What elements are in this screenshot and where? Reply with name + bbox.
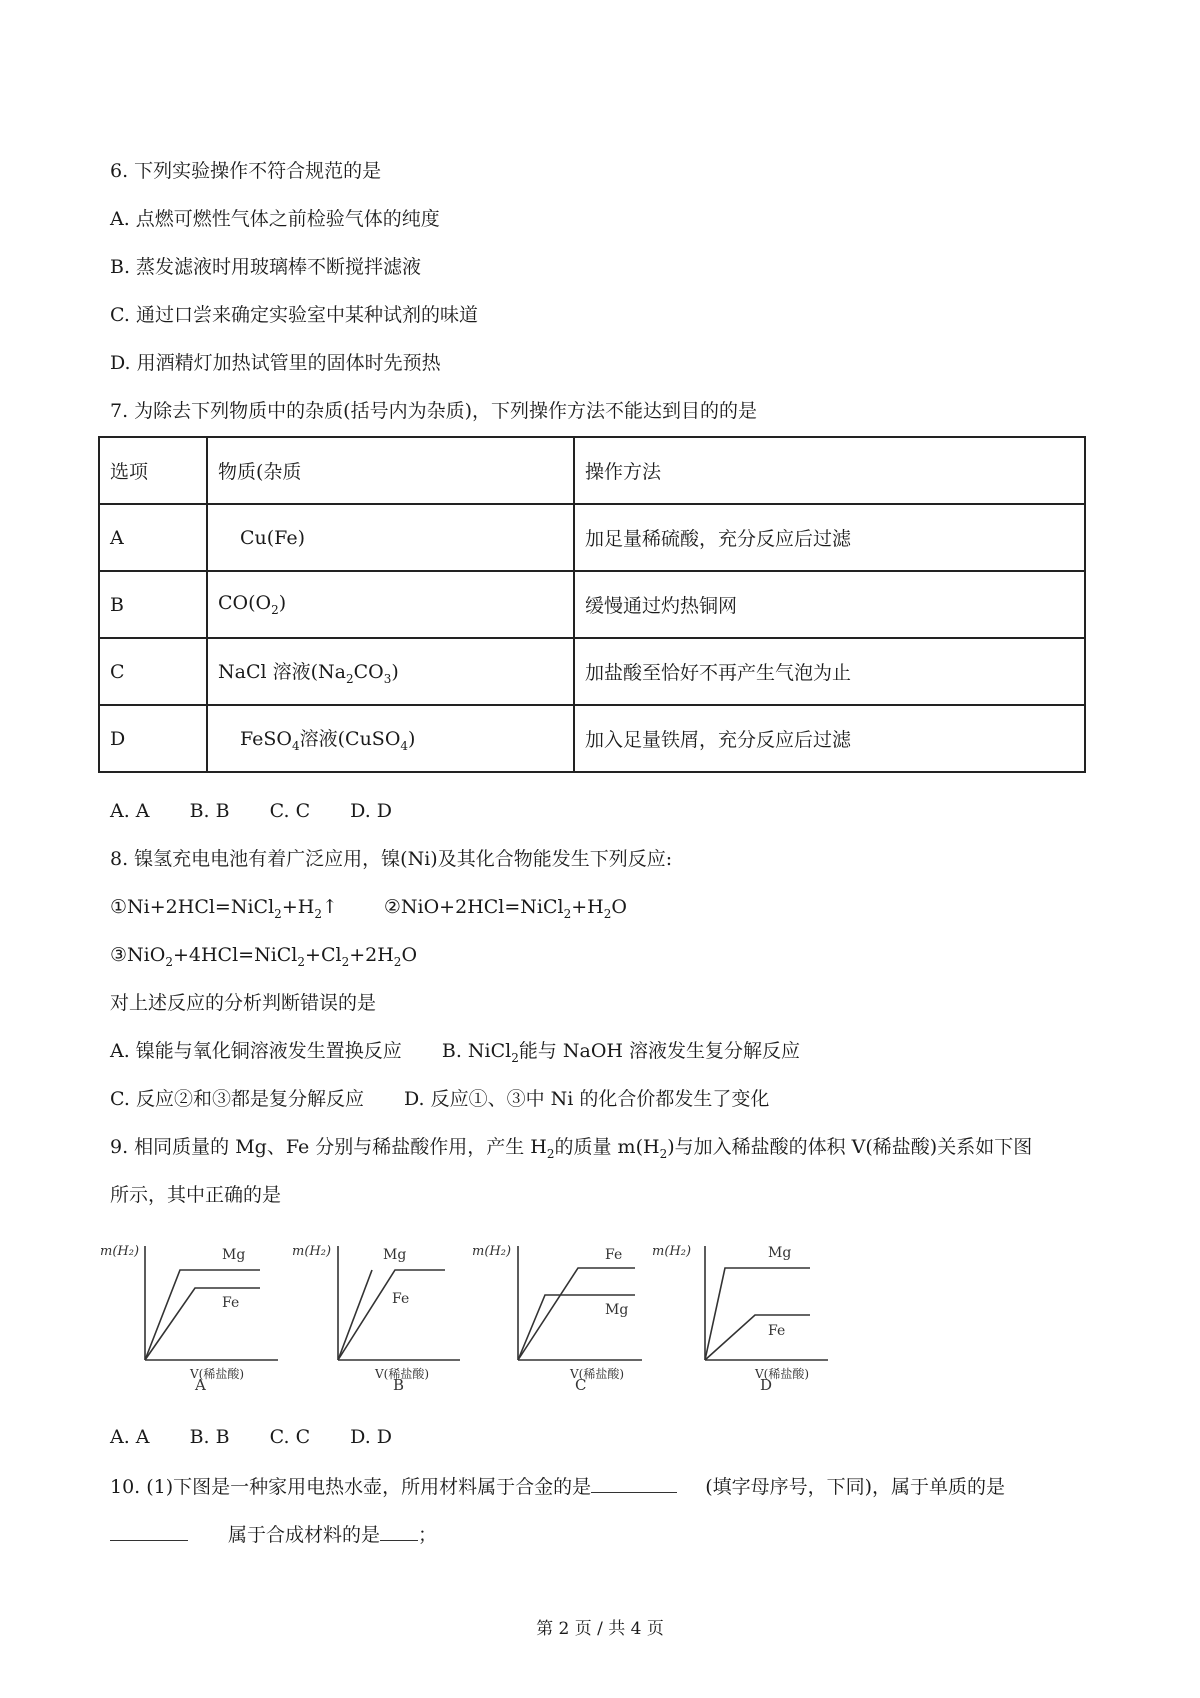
q7-choices bbox=[110, 798, 392, 824]
choice: C. C bbox=[269, 800, 311, 822]
graph-d-ylabel: m(H₂) bbox=[652, 1244, 692, 1259]
row-method: 加盐酸至恰好不再产生气泡为止 bbox=[574, 638, 1085, 705]
q6-option-a: A. 点燃可燃性气体之前检验气体的纯度 bbox=[110, 208, 440, 230]
q8-stem: 8. 镍氢充电电池有着广泛应用，镍(Ni)及其化合物能发生下列反应: bbox=[110, 848, 673, 870]
graph-a-lower-label: Fe bbox=[222, 1295, 240, 1311]
row-option: A bbox=[99, 504, 207, 571]
row-option: B bbox=[99, 571, 207, 638]
row-method: 加入足量铁屑，充分反应后过滤 bbox=[574, 705, 1085, 772]
q8-options-ab bbox=[110, 1038, 800, 1071]
graph-c bbox=[472, 1244, 642, 1390]
table-row bbox=[99, 638, 1085, 705]
q9-choices bbox=[110, 1424, 392, 1450]
q8-summary: 对上述反应的分析判断错误的是 bbox=[110, 992, 377, 1014]
q10-text-4: ； bbox=[418, 1524, 438, 1546]
alloy-blank[interactable] bbox=[591, 1472, 677, 1493]
row-substance: FeSO$_4$溶液(CuSO$_4$) bbox=[207, 705, 574, 772]
q6-option-c: C. 通过口尝来确定实验室中某种试剂的味道 bbox=[110, 304, 478, 326]
row-substance: $CO(O_2)$ bbox=[207, 571, 574, 638]
row-method: 缓慢通过灼热铜网 bbox=[574, 571, 1085, 638]
table-row bbox=[99, 705, 1085, 772]
graph-d-label: D bbox=[760, 1376, 773, 1390]
table-header-row bbox=[99, 437, 1085, 504]
choice: B. B bbox=[189, 1426, 230, 1448]
graph-d-lower-label: Fe bbox=[768, 1323, 786, 1339]
row-substance: Cu(Fe) bbox=[207, 504, 574, 571]
fe-line bbox=[338, 1270, 445, 1360]
synthetic-blank[interactable] bbox=[380, 1520, 418, 1541]
q9-figure bbox=[100, 1240, 860, 1390]
graph-a-upper-label: Mg bbox=[222, 1247, 246, 1263]
q7-stem: 7. 为除去下列物质中的杂质(括号内为杂质)，下列操作方法不能达到目的的是 bbox=[110, 400, 757, 422]
q6-option-d: D. 用酒精灯加热试管里的固体时先预热 bbox=[110, 352, 441, 374]
q10-line-2 bbox=[110, 1520, 437, 1548]
row-method: 加足量稀硫酸，充分反应后过滤 bbox=[574, 504, 1085, 571]
choice: D. D bbox=[350, 1426, 393, 1448]
header-substance: 物质(杂质 bbox=[207, 437, 574, 504]
graph-c-xlabel: V(稀盐酸) bbox=[570, 1367, 625, 1381]
q6-stem: 6. 下列实验操作不符合规范的是 bbox=[110, 160, 382, 182]
q9-stem-2: 所示，其中正确的是 bbox=[110, 1184, 282, 1206]
q8-options-cd bbox=[110, 1086, 769, 1112]
q8-option-b: B. NiCl$_2$能与 NaOH 溶液发生复分解反应 bbox=[441, 1040, 801, 1065]
header-method: 操作方法 bbox=[574, 437, 1085, 504]
q10-text-3: 属于合成材料的是 bbox=[228, 1524, 381, 1546]
graph-c-ylabel: m(H₂) bbox=[472, 1244, 512, 1259]
graph-a-ylabel: m(H₂) bbox=[100, 1244, 140, 1259]
fe-line bbox=[145, 1288, 260, 1360]
element-blank[interactable] bbox=[110, 1520, 188, 1541]
row-option: C bbox=[99, 638, 207, 705]
graph-d-upper-label: Mg bbox=[768, 1245, 792, 1261]
q8-reaction-3: $③NiO_2+4HCl=NiCl_2+Cl_2+2H_2O$ bbox=[110, 944, 418, 969]
q7-table bbox=[98, 436, 1086, 773]
q6-option-b: B. 蒸发滤液时用玻璃棒不断搅拌滤液 bbox=[110, 256, 422, 278]
q8-option-c: C. 反应②和③都是复分解反应 bbox=[110, 1088, 364, 1110]
q8-reactions-1-2: $①Ni+2HCl=NiCl_2+H_2↑$ $②NiO+2HCl=NiCl_2+H_2O$ bbox=[110, 896, 627, 921]
graph-b bbox=[292, 1244, 460, 1390]
graph-c-lower-label: Mg bbox=[605, 1302, 629, 1318]
graph-b-lower-label: Fe bbox=[392, 1291, 410, 1307]
graph-b-xlabel: V(稀盐酸) bbox=[375, 1367, 430, 1381]
choice: D. D bbox=[350, 800, 393, 822]
q8-option-d: D. 反应①、③中 Ni 的化合价都发生了变化 bbox=[404, 1088, 770, 1110]
graph-b-label: B bbox=[393, 1376, 405, 1390]
graph-a bbox=[100, 1244, 278, 1390]
table-row bbox=[99, 504, 1085, 571]
graph-c-label: C bbox=[575, 1376, 587, 1390]
q10-text-1: 10. (1)下图是一种家用电热水壶，所用材料属于合金的是 bbox=[110, 1476, 592, 1498]
fe-line bbox=[705, 1315, 810, 1360]
graph-a-label: A bbox=[195, 1376, 206, 1390]
choice: A. A bbox=[110, 1426, 150, 1448]
mg-line bbox=[145, 1270, 260, 1360]
graph-d-xlabel: V(稀盐酸) bbox=[755, 1367, 810, 1381]
q9-stem: 9. 相同质量的 Mg、Fe 分别与稀盐酸作用，产生 $H_2$的质量 $m(H_2)$与加入稀盐酸的体积 V(稀盐酸)关系如下图 bbox=[110, 1136, 1033, 1161]
table-row bbox=[99, 571, 1085, 638]
q8-option-a: A. 镍能与氧化铜溶液发生置换反应 bbox=[110, 1040, 402, 1062]
choice: C. C bbox=[269, 1426, 311, 1448]
page-footer: 第 2 页 / 共 4 页 bbox=[536, 1619, 664, 1639]
graph-a-xlabel: V(稀盐酸) bbox=[190, 1367, 245, 1381]
graph-b-ylabel: m(H₂) bbox=[292, 1244, 332, 1259]
graph-d bbox=[652, 1244, 828, 1390]
choice: A. A bbox=[110, 800, 150, 822]
row-substance: NaCl 溶液$(Na_2CO_3)$ bbox=[207, 638, 574, 705]
q10-line-1 bbox=[110, 1472, 1005, 1500]
q10-text-2: (填字母序号，下同)，属于单质的是 bbox=[705, 1476, 1006, 1498]
graph-b-upper-label: Mg bbox=[383, 1247, 407, 1263]
header-option: 选项 bbox=[99, 437, 207, 504]
choice: B. B bbox=[189, 800, 230, 822]
row-option: D bbox=[99, 705, 207, 772]
graph-c-upper-label: Fe bbox=[605, 1247, 623, 1263]
